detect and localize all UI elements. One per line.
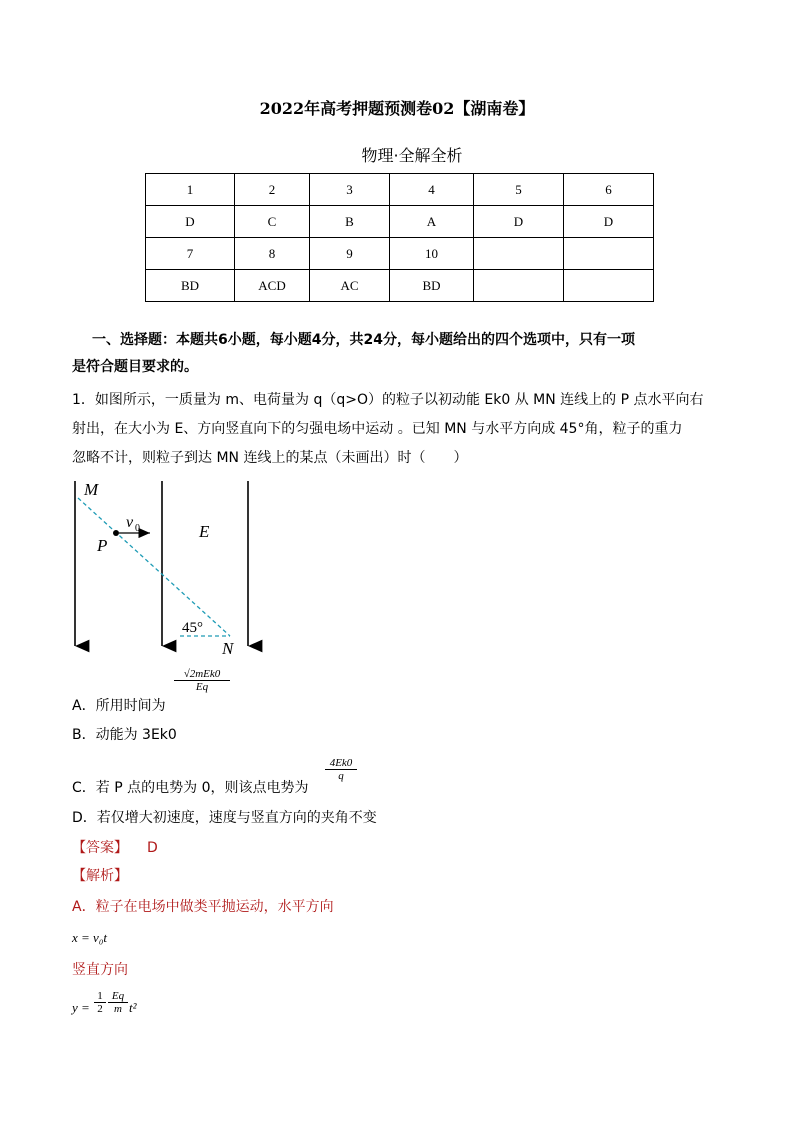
label-v0-subscript: 0 bbox=[135, 523, 140, 534]
section-heading-line1: 一、选择题：本题共6小题，每小题4分，共24分，每小题给出的四个选项中，只有一项 bbox=[92, 332, 635, 348]
m-denominator: m bbox=[114, 1003, 122, 1015]
analysis-label: 【解析】 bbox=[72, 868, 128, 884]
electric-field-diagram bbox=[60, 476, 270, 661]
answer-table-row bbox=[146, 238, 654, 270]
answer-table-cell bbox=[474, 238, 564, 270]
option-a-numerator: √2mEk0 bbox=[174, 668, 230, 681]
label-p: P bbox=[97, 536, 108, 555]
equation-y-half bbox=[94, 990, 106, 1015]
option-c-numerator: 4Ek0 bbox=[325, 757, 357, 770]
answer-table bbox=[145, 173, 654, 302]
analysis-a: A．粒子在电场中做类平抛运动，水平方向 bbox=[72, 899, 334, 915]
answer-table-cell: 8 bbox=[235, 238, 310, 270]
page-subtitle: 物理·全解全析 bbox=[361, 146, 463, 165]
question-1-line2: 射出，在大小为 E、方向竖直向下的匀强电场中运动 。已知 MN 与水平方向成 45°角，粒子的重力 bbox=[72, 421, 683, 437]
answer-table-cell: 7 bbox=[146, 238, 235, 270]
page-title: 2022年高考押题预测卷02【湖南卷】 bbox=[259, 99, 535, 118]
half-numerator: 1 bbox=[94, 990, 106, 1003]
half-denominator: 2 bbox=[97, 1003, 103, 1015]
answer-table-row bbox=[146, 174, 654, 206]
vertical-direction-label: 竖直方向 bbox=[72, 962, 128, 978]
answer-table-cell bbox=[474, 270, 564, 302]
answer-table-cell: 1 bbox=[146, 174, 235, 206]
option-a-denominator: Eq bbox=[195, 681, 209, 693]
answer-table-cell: 9 bbox=[310, 238, 390, 270]
answer-table-row bbox=[146, 206, 654, 238]
answer-table-cell: 2 bbox=[235, 174, 310, 206]
section-heading-line2: 是符合题目要求的。 bbox=[72, 359, 198, 375]
answer-table-cell bbox=[564, 238, 654, 270]
label-e: E bbox=[199, 522, 210, 541]
eq-numerator: Eq bbox=[108, 990, 128, 1003]
point-p bbox=[113, 530, 119, 536]
answer-table-cell bbox=[564, 270, 654, 302]
answer-table-cell: C bbox=[235, 206, 310, 238]
answer-table-cell: D bbox=[146, 206, 235, 238]
option-c-text: C．若 P 点的电势为 0，则该点电势为 bbox=[72, 780, 309, 796]
option-c-denominator: q bbox=[338, 770, 344, 782]
answer-table-cell: D bbox=[564, 206, 654, 238]
answer-value: D bbox=[147, 840, 158, 856]
answer-table-cell: BD bbox=[390, 270, 474, 302]
answer-table-cell: ACD bbox=[235, 270, 310, 302]
label-m: M bbox=[84, 480, 99, 499]
answer-table-row bbox=[146, 270, 654, 302]
answer-table-cell: D bbox=[474, 206, 564, 238]
answer-table-cell: BD bbox=[146, 270, 235, 302]
option-b: B．动能为 3Ek0 bbox=[72, 727, 177, 743]
answer-table-cell: AC bbox=[310, 270, 390, 302]
answer-table-cell: B bbox=[310, 206, 390, 238]
option-d: D．若仅增大初速度，速度与竖直方向的夹角不变 bbox=[72, 810, 377, 826]
option-c-fraction bbox=[325, 757, 357, 782]
option-a-text: A．所用时间为 bbox=[72, 698, 166, 714]
answer-table-cell: A bbox=[390, 206, 474, 238]
question-1-line1: 1．如图所示，一质量为 m、电荷量为 q（q>O）的粒子以初动能 Ek0 从 MN 连线上的 P 点水平向右 bbox=[72, 392, 704, 408]
label-v0: v bbox=[126, 514, 134, 531]
equation-y-tail: t² bbox=[129, 1000, 137, 1015]
answer-table-cell: 10 bbox=[390, 238, 474, 270]
equation-y-lhs: y = bbox=[72, 1000, 90, 1015]
label-angle: 45° bbox=[182, 620, 203, 636]
label-n: N bbox=[222, 639, 234, 658]
answer-table-cell: 6 bbox=[564, 174, 654, 206]
answer-table-cell: 5 bbox=[474, 174, 564, 206]
option-a-fraction bbox=[174, 668, 230, 693]
question-1-line3: 忽略不计，则粒子到达 MN 连线上的某点（未画出）时（ ） bbox=[72, 450, 468, 466]
answer-table-cell: 4 bbox=[390, 174, 474, 206]
answer-label: 【答案】 bbox=[72, 840, 128, 856]
mn-line bbox=[78, 498, 230, 636]
equation-x: x = v₀t bbox=[72, 930, 107, 945]
answer-table-cell: 3 bbox=[310, 174, 390, 206]
equation-y-eq-over-m bbox=[108, 990, 128, 1015]
